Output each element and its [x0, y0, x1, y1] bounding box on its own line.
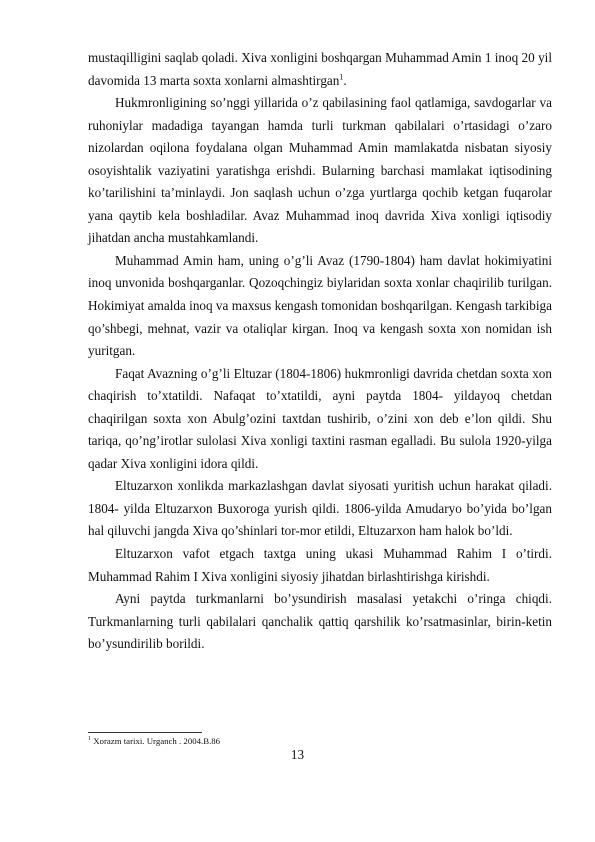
paragraph-7: Ayni paytda turkmanlarni bo’ysundirish masalasi yetakchi o’ringa chiqdi. Turkmanlarning turli qabilalari qanchalik qattiq qarshilik ko’rsatmasinlar, birin-ketin bo’ysundirilib borildi.	[88, 591, 552, 652]
paragraph-1-text: mustaqilligini saqlab qoladi. Xiva xonligini boshqargan Muhammad Amin 1 inoq 20 yil davomida 13 marta soxta xonlarni almashtirgan	[88, 50, 552, 88]
footnote-reference[interactable]: 1	[339, 72, 344, 82]
paragraph-2: Hukmronligining so’nggi yillarida o’z qabilasining faol qatlamiga, savdogarlar va ruhoniylar madadiga tayangan hamda turli turkman qabilalari o’rtasidagi o’zaro nizolardan oqilona foydalana olgan Muhammad Amin mamlakatda nisbatan siyosiy osoyishtalik vaziyatini yaratishga erishdi. Bularning barchasi mamlakat iqtisodining ko’tarilishini ta’minlaydi. Jon saqlash uchun o’zga yurtlarga qochib ketgan fuqarolar yana qaytib kela boshladilar. Avaz Muhammad inoq davrida Xiva xonligi iqtisodiy jihatdan ancha mustahkamlandi.	[88, 95, 552, 246]
paragraph-6: Eltuzarxon vafot etgach taxtga uning ukasi Muhammad Rahim I o’tirdi. Muhammad Rahim I Xiva xonligini siyosiy jihatdan birlashtirishga kirishdi.	[88, 546, 552, 584]
footnote-divider	[88, 732, 202, 733]
paragraph-1-end: .	[343, 72, 347, 88]
paragraph-1	[88, 47, 552, 92]
footnote-text: Xorazm tarixi. Urganch . 2004.B.86	[91, 736, 221, 746]
paragraph-3: Muhammad Amin ham, uning o’g’li Avaz (1790-1804) ham davlat hokimiyatini inoq unvonida boshqarganlar. Qozoqchingiz biylaridan soxta xonlar chaqirilib turilgan. Hokimiyat amalda inoq va maxsus kengash tomonidan boshqarilgan. Kengash tarkibiga qo’shbegi, mehnat, vazir va otaliqlar kirgan. Inoq va kengash soxta xon nomidan ish yuritgan.	[88, 252, 552, 359]
footnote	[88, 735, 552, 747]
footnote-marker: 1	[88, 736, 91, 743]
paragraph-5: Eltuzarxon xonlikda markazlashgan davlat siyosati yuritish uchun harakat qiladi. 1804- yilda Eltuzarxon Buxoroga yurish qildi. 1806-yilda Amudaryo bo’yida bo’lgan hal qiluvchi jangda Xiva qo’shinlari tor-mor etildi, Eltuzarxon ham halok bo’ldi.	[88, 478, 552, 539]
page-number: 13	[290, 747, 305, 762]
body-text	[88, 47, 552, 656]
paragraph-4: Faqat Avazning o’g’li Eltuzar (1804-1806) hukmronligi davrida chetdan soxta xon chaqirish to’xtatildi. Nafaqat to’xtatildi, ayni paytda 1804- yildayoq chetdan chaqirilgan soxta xon Abulg’ozini taxtdan tushirib, o’zini xon deb e’lon qildi. Shu tariqa, qo’ng’irotlar sulolasi Xiva xonligi taxtini rasman egalladi. Bu sulola 1920-yilga qadar Xiva xonligini idora qildi.	[88, 365, 552, 471]
